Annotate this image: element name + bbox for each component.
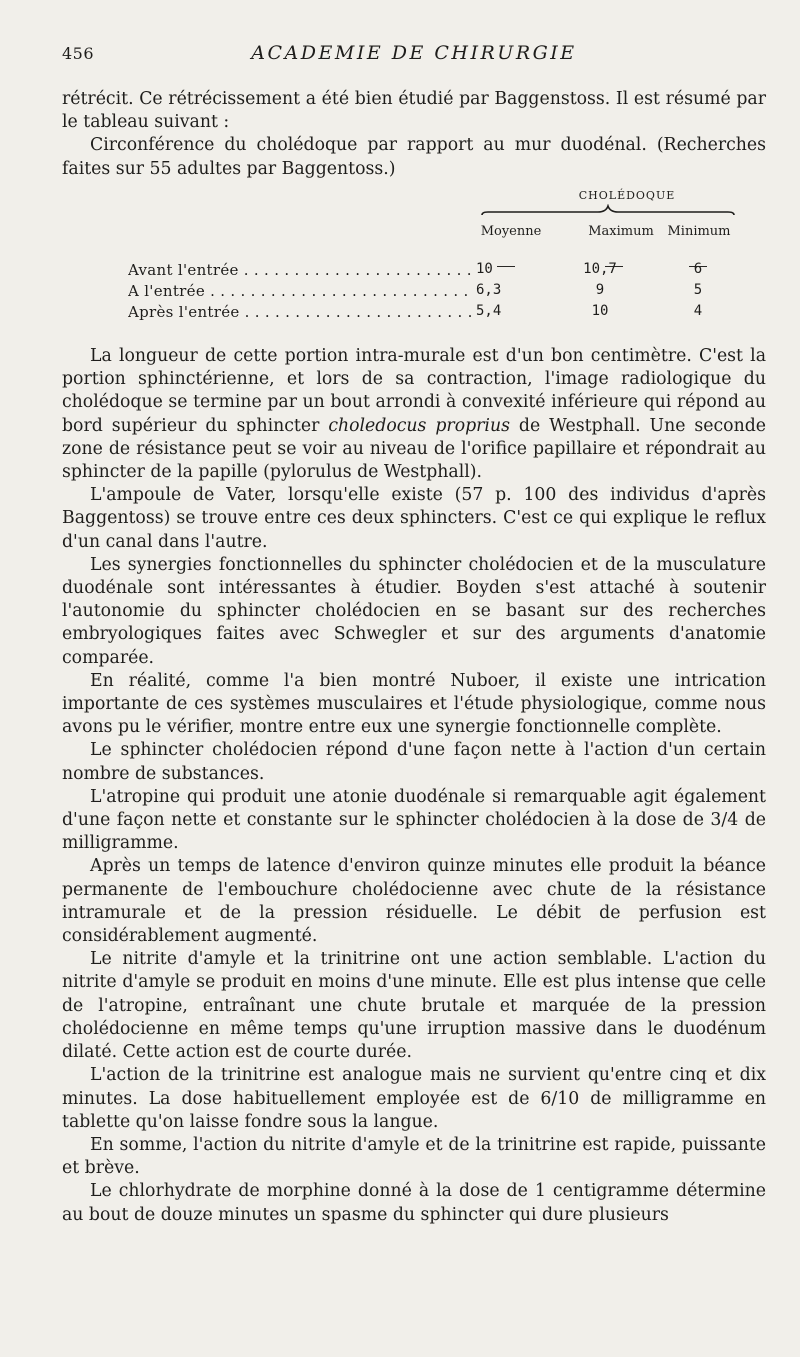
running-title: ACADEMIE DE CHIRURGIE: [251, 42, 577, 64]
column-header-minimum: Minimum: [667, 224, 731, 239]
row-label: Avant l'entrée . . .: [128, 261, 474, 279]
paragraph-text: La longueur de cette portion intra-murale est d'un bon centimètre. C'est la portion sphinctérienne, et lors de sa contraction, l'image radiologique du cholédoque se termine par un bout arrondi à convexité inférieure qui répond au bord supérieur du sphincter: [62, 346, 766, 436]
paragraph: Circonférence du cholédoque par rapport au mur duodénal. (Recherches faites sur 55 adultes par Baggentoss.): [62, 135, 766, 179]
cell-moyenne: 6,3: [476, 282, 502, 298]
column-header-moyenne: Moyenne: [480, 224, 542, 239]
cell-moyenne: 10: [476, 261, 493, 277]
paragraph: En réalité, comme l'a bien montré Nuboer, il existe une intrication importante de ces systèmes musculaires et l'étude physiologique, comme nous avons pu le vérifier, montre entre eux une synergie fonctionnelle complète.: [62, 670, 766, 738]
cell-maximum: 10: [591, 303, 609, 319]
paragraph: rétrécit. Ce rétrécissement a été bien étudié par Baggenstoss. Il est résumé par le tableau suivant :: [62, 89, 766, 133]
paragraph: Les synergies fonctionnelles du sphincter cholédocien et de la musculature duodénale sont intéressantes à étudier. Boyden s'est attaché à soutenir l'autonomie du sphincter cholédocien en se basant sur des recherches embryologiques faites avec Schwegler et sur des arguments d'anatomie comparée.: [62, 554, 766, 668]
page-header: [62, 42, 766, 66]
paragraph-text: de Westphall. Une seconde zone de résistance peut se voir au niveau de l'orifice papillaire et répondrait au sphincter de la papille (pylorulus de Westphall).: [62, 415, 766, 483]
table-row: [0, 303, 800, 325]
row-label: Après l'entrée . . .: [128, 303, 474, 321]
paragraph: L'action de la trinitrine est analogue mais ne survient qu'entre cinq et dix minutes. La dose habituellement employée est de 6/10 de milligramme en tablette qu'on laisse fondre sous la langue.: [62, 1065, 766, 1132]
paragraph: Après un temps de latence d'environ quinze minutes elle produit la béance permanente de l'embouchure cholédocienne avec chute de la résistance intramurale et de la pression résiduelle. Le débit de perfusion est considérablement augmenté.: [62, 856, 766, 947]
intro-text: [62, 88, 766, 181]
table-row: [0, 282, 800, 304]
paragraph: Le sphincter cholédocien répond d'une façon nette à l'action d'un certain nombre de substances.: [62, 740, 766, 784]
paragraph: En somme, l'action du nitrite d'amyle et de la trinitrine est rapide, puissante et brève.: [62, 1134, 766, 1179]
cell-moyenne: 5,4: [476, 303, 502, 319]
paragraph: Le chlorhydrate de morphine donné à la dose de 1 centigramme détermine au bout de douze minutes un spasme du sphincter qui dure plusieurs: [62, 1181, 766, 1225]
paragraph: L'atropine qui produit une atonie duodénale si remarquable agit également d'une façon nette et constante sur le sphincter cholédocien à la dose de 3/4 de milligramme.: [62, 786, 766, 854]
body-text: [62, 345, 766, 1227]
page-number: 456: [62, 44, 95, 63]
italic-term: choledocus proprius: [328, 415, 510, 436]
cell-minimum: 4: [693, 303, 703, 319]
table-caption: CHOLÉDOQUE: [578, 189, 676, 202]
cell-maximum: 10,7: [583, 261, 617, 277]
cell-minimum: 5: [693, 282, 703, 298]
row-label: A l'entrée . . .: [128, 282, 474, 300]
cell-minimum: 6: [693, 261, 703, 277]
column-header-maximum: Maximum: [588, 224, 654, 239]
table-brace: [480, 204, 736, 218]
paragraph: Le nitrite d'amyle et la trinitrine ont une action semblable. L'action du nitrite d'amyle se produit en moins d'une minute. Elle est plus intense que celle de l'atropine, entraînant une chute brutale et marquée de la pression cholédocienne en même temps qu'une irruption massive dans le duodénum dilaté. Cette action est de courte durée.: [62, 949, 766, 1063]
paragraph: [62, 345, 766, 484]
cell-maximum: 9: [595, 282, 605, 298]
paragraph: L'ampoule de Vater, lorsqu'elle existe (57 p. 100 des individus d'après Baggentoss) se trouve entre ces deux sphincters. C'est ce qui explique le reflux d'un canal dans l'autre.: [62, 485, 766, 552]
table-row: [0, 261, 800, 283]
